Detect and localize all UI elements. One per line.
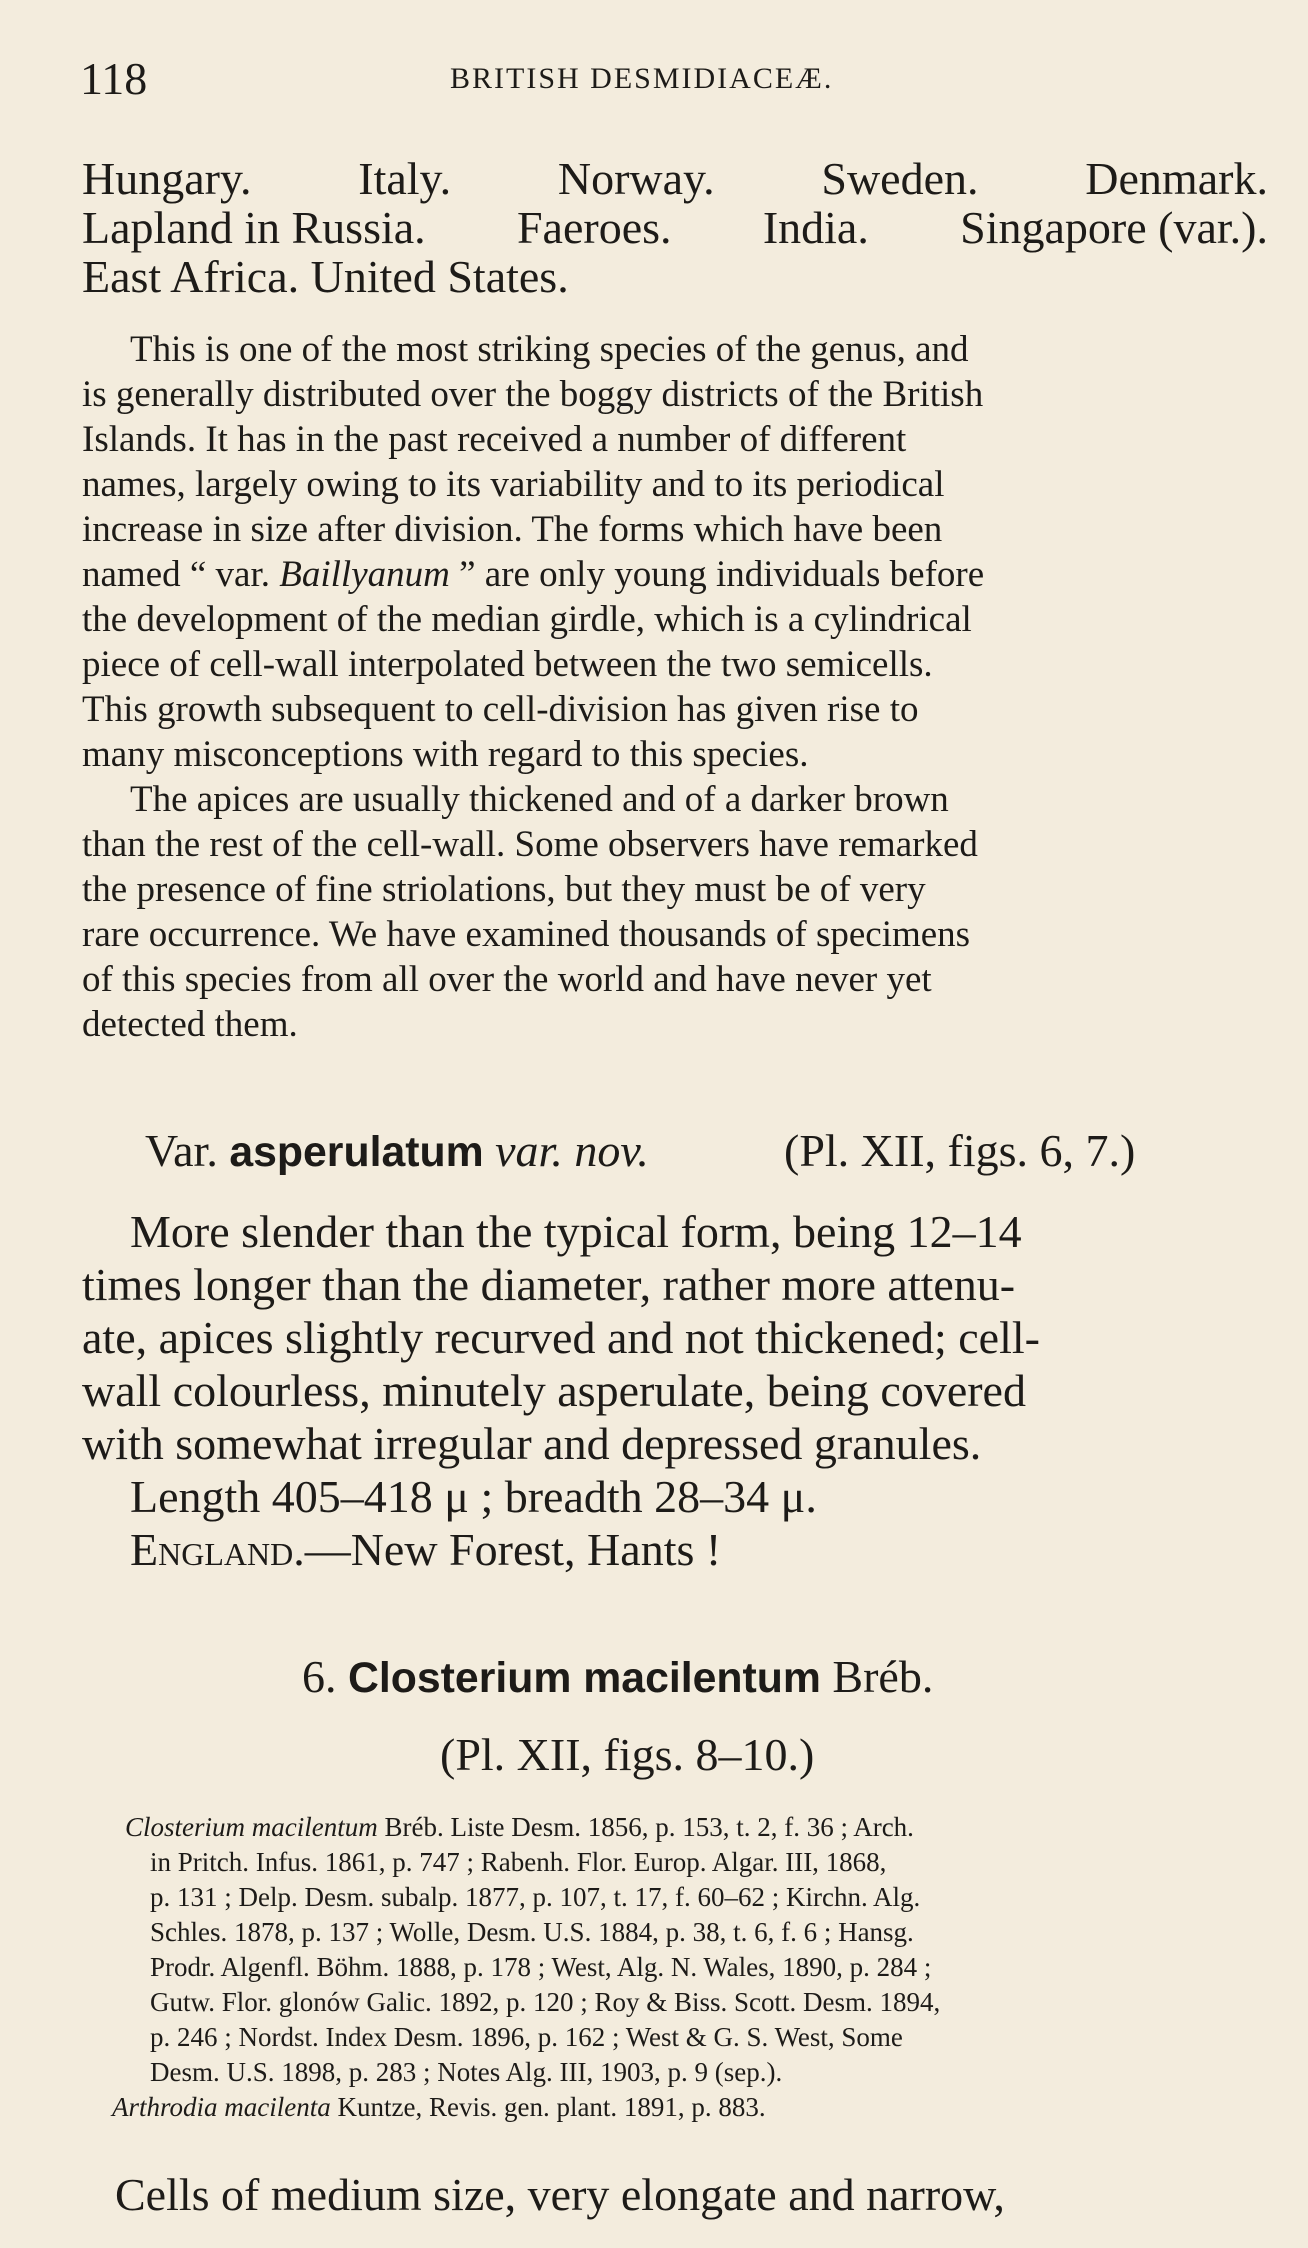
variety-plate: (Pl. XII, figs. 6, 7.) xyxy=(784,1125,1136,1176)
distribution-line-2 xyxy=(82,201,1268,254)
running-title: BRITISH DESMIDIACEÆ. xyxy=(450,62,834,95)
synonymy-line: p. 131 ; Delp. Desm. subalp. 1877, p. 107, t. 17, f. 60–62 ; Kirchn. Alg. xyxy=(150,1882,921,1912)
country: Norway. xyxy=(557,153,715,204)
locality-label: England. xyxy=(130,1524,305,1575)
country: Lapland in Russia. xyxy=(82,202,426,253)
variety-description-line: wall colourless, minutely asperulate, being covered xyxy=(82,1365,1026,1416)
country: Denmark. xyxy=(1085,153,1268,204)
discussion-line: than the rest of the cell-wall. Some observers have remarked xyxy=(82,824,978,865)
discussion-line: names, largely owing to its variability and to its periodical xyxy=(82,464,945,505)
discussion-line: detected them. xyxy=(82,1004,298,1045)
discussion-line-named: named “ var. Baillyanum ” are only young individuals before xyxy=(82,554,985,595)
country: India. xyxy=(762,202,869,253)
discussion-line: increase in size after division. The forms which have been xyxy=(82,509,943,550)
variety-heading: Var. asperulatum var. nov. xyxy=(145,1125,649,1176)
variety-locality: England.—New Forest, Hants ! xyxy=(130,1524,722,1575)
synonymy-line: Closterium macilentum Bréb. Liste Desm. 1856, p. 153, t. 2, f. 36 ; Arch. xyxy=(125,1812,914,1842)
country: Italy. xyxy=(358,153,452,204)
country: Hungary. xyxy=(82,153,252,204)
variety-description-line: More slender than the typical form, being 12–14 xyxy=(130,1206,1022,1257)
variety-measurements: Length 405–418 μ ; breadth 28–34 μ. xyxy=(130,1471,817,1522)
discussion-line: Islands. It has in the past received a number of different xyxy=(82,419,907,460)
synonymy-line: Prodr. Algenfl. Böhm. 1888, p. 178 ; West, Alg. N. Wales, 1890, p. 284 ; xyxy=(150,1952,932,1982)
species-author: Bréb. xyxy=(820,1651,934,1702)
country: Faeroes. xyxy=(516,202,672,253)
discussion-line: of this species from all over the world and have never yet xyxy=(82,959,932,1000)
discussion-line: rare occurrence. We have examined thousands of specimens xyxy=(82,914,971,955)
species-heading: 6. Closterium macilentum Bréb. xyxy=(302,1651,934,1702)
variety-name: asperulatum xyxy=(229,1128,484,1176)
synonymy-line: p. 246 ; Nordst. Index Desm. 1896, p. 162 ; West & G. S. West, Some xyxy=(150,2022,903,2052)
species-description-start: Cells of medium size, very elongate and narrow, xyxy=(115,2169,1005,2220)
discussion-line: This growth subsequent to cell-division has given rise to xyxy=(82,689,919,730)
discussion-line: is generally distributed over the boggy districts of the British xyxy=(82,374,984,415)
variety-status: var. nov. xyxy=(483,1125,649,1176)
discussion-line: many misconceptions with regard to this species. xyxy=(82,734,809,775)
country: Singapore (var.). xyxy=(960,202,1268,253)
synonymy-line: Gutw. Flor. glonów Galic. 1892, p. 120 ; Roy & Biss. Scott. Desm. 1894, xyxy=(150,1987,941,2017)
variety-description-line: ate, apices slightly recurved and not thickened; cell- xyxy=(82,1312,1040,1363)
discussion-line: the development of the median girdle, which is a cylindrical xyxy=(82,599,972,640)
species-plate: (Pl. XII, figs. 8–10.) xyxy=(440,1729,815,1780)
country: Sweden. xyxy=(821,153,979,204)
variety-description-line: with somewhat irregular and depressed granules. xyxy=(82,1418,982,1469)
synonymy-line: Schles. 1878, p. 137 ; Wolle, Desm. U.S. 1884, p. 38, t. 6, f. 6 ; Hansg. xyxy=(150,1917,914,1947)
variety-name-italic: Baillyanum xyxy=(279,554,450,595)
discussion-line: The apices are usually thickened and of a darker brown xyxy=(130,779,949,820)
synonymy-line: in Pritch. Infus. 1861, p. 747 ; Rabenh. Flor. Europ. Algar. III, 1868, xyxy=(150,1847,887,1877)
distribution-line-1 xyxy=(82,152,1268,205)
discussion-line: the presence of fine striolations, but they must be of very xyxy=(82,869,926,910)
discussion-line: This is one of the most striking species of the genus, and xyxy=(130,329,969,370)
synonym-italic: Arthrodia macilenta xyxy=(112,2092,331,2122)
synonym-italic: Closterium macilentum xyxy=(125,1812,378,1842)
distribution-line-3: East Africa. United States. xyxy=(82,251,569,302)
synonymy-line: Desm. U.S. 1898, p. 283 ; Notes Alg. III, 1903, p. 9 (sep.). xyxy=(150,2057,783,2087)
variety-description-line: times longer than the diameter, rather more attenu- xyxy=(82,1259,1016,1310)
synonymy-line: Arthrodia macilenta Kuntze, Revis. gen. plant. 1891, p. 883. xyxy=(112,2092,766,2122)
page-number: 118 xyxy=(80,53,148,104)
discussion-line: piece of cell-wall interpolated between the two semicells. xyxy=(82,644,933,685)
species-name: Closterium macilentum xyxy=(348,1654,821,1702)
